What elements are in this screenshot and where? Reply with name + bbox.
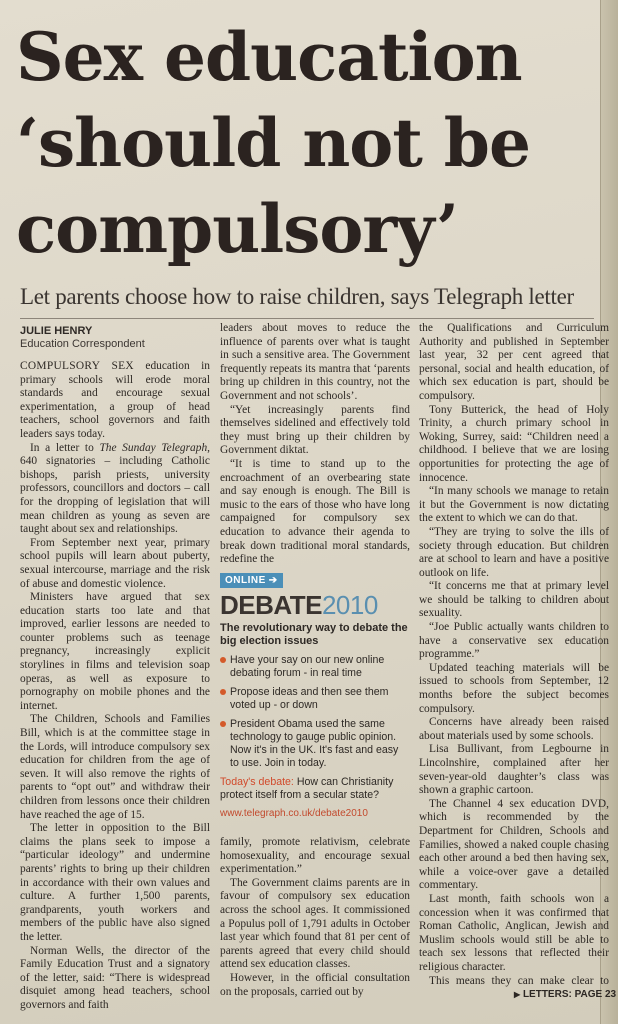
lead-in: COMPULSORY SEX [20, 360, 134, 372]
online-badge-label: ONLINE [225, 575, 266, 586]
paragraph: Updated teaching materials will be issued to schools from September, 12 months before the subject becomes compulsory. [419, 661, 609, 715]
divider-rule [20, 318, 594, 319]
paragraph: “Yet increasingly parents find themselves sidelined and effectively told they must bring up their children by Government diktat. [220, 403, 410, 457]
paragraph: “In many schools we manage to retain it but the Government is now dictating the extent to which we can do that. [419, 485, 609, 525]
publication-title: The Sunday Telegraph [99, 441, 208, 454]
paragraph: From September next year, primary school pupils will learn about puberty, sexual intercourse, marriage and the risk of abuse and domestic violence. [20, 536, 210, 590]
paragraph [20, 442, 210, 537]
paragraph: the Qualifications and Curriculum Authority and published in September last year, 32 per cent agreed that personal, social and health education, of which sex education is part, should be compulsory. [419, 322, 609, 402]
paragraph: “It concerns me that at primary level we should be talking to children about sexuality. [419, 580, 609, 620]
debate-feature-list [220, 654, 410, 770]
paragraph: family, promote relativism, celebrate homosexuality, and encourage sexual experimentation.” [220, 836, 410, 876]
article-column-3 [419, 322, 609, 987]
triangle-right-icon: ▶ [514, 990, 521, 999]
paragraph [20, 360, 210, 442]
paragraph: However, in the official consultation on the proposals, carried out by [220, 971, 410, 998]
debate-logo [220, 590, 410, 621]
debate-tagline: The revolutionary way to debate the big election issues [220, 622, 408, 647]
paragraph: The Children, Schools and Families Bill, which is at the committee stage in the Lords, will introduce compulsory sex education for children from the age of seven. It will also remove the rights of parents to “opt out” and withdraw their children from lessons once their children have reached the age of 15. [20, 713, 210, 821]
todays-debate [220, 776, 410, 802]
byline-name: JULIE HENRY [20, 325, 93, 337]
paragraph: The Channel 4 sex education DVD, which is recommended by the Department for Children, Schools and Families, showed a naked couple chasing each other around a bed then having sex, while a voice-over gave a detailed commentary. [419, 797, 609, 892]
debate-year: 2010 [321, 590, 378, 620]
paragraph-text: In a letter to [30, 441, 100, 454]
list-item: Propose ideas and then see them voted up - or down [220, 686, 410, 712]
headline-line-3: compulsory’ [16, 190, 458, 268]
headline-line-1: Sex education [16, 18, 522, 96]
byline-role: Education Correspondent [20, 338, 145, 350]
headline-line-2: ‘should not be [16, 104, 530, 182]
article-column-2 [220, 322, 410, 572]
todays-debate-label: Today's debate: [220, 776, 294, 788]
debate-word: DEBATE [220, 590, 322, 620]
paragraph: The letter in opposition to the Bill claims the plans seek to impose a “particular ideology” and undermine parents’ rights to bring up their children in accordance with their own values and culture. A further 1,500 parents, grandparents, youth workers and members of the public have also signed the letter. [20, 822, 210, 943]
debate-url[interactable]: www.telegraph.co.uk/debate2010 [220, 808, 368, 819]
arrow-right-icon: ➔ [268, 575, 278, 586]
paragraph: “They are trying to solve the ills of society through education. But children are at school to learn and have a positive outlook on life. [419, 525, 609, 579]
paragraph: The Government claims parents are in favour of compulsory sex education across the school ages. It commissioned a Populus poll of 1,791 adults in October last year which found that 81 per cent of parents agreed that every child should attend sex education classes. [220, 876, 410, 971]
online-debate-promo [220, 570, 410, 830]
letters-page-ref [514, 989, 616, 1000]
letters-page-ref-text: LETTERS: PAGE 23 [522, 989, 617, 1000]
paragraph: Lisa Bullivant, from Legbourne in Lincolnshire, complained after her seven-year-old daughter’s class was shown a graphic cartoon. [419, 743, 609, 797]
article-column-1 [20, 360, 210, 1020]
paragraph: leaders about moves to reduce the influence of parents over what is taught in such a sensitive area. The Government frequently repeats its mantra that ‘parents bring up children in this country, not the Government and not schools’. [220, 322, 410, 402]
paragraph: This means they can make clear to [429, 974, 609, 987]
byline [20, 325, 210, 350]
paragraph: Last month, faith schools won a concession when it was confirmed that Roman Catholic, Anglican, Jewish and Muslim schools would still be able to teach sex lessons that reflected their religious character. [419, 892, 609, 973]
paragraph-text: , 640 signatories – including Catholic bishops, parish priests, university professors, councillors and doctors – call for the dropping of legislation that will mean children as young as seven are taught about sex and relationships. [20, 441, 210, 536]
online-badge [220, 573, 283, 588]
list-item: President Obama used the same technology to gauge public opinion. Now it's in the UK. It's fast and easy to use. Join in today. [220, 718, 410, 770]
standfirst: Let parents choose how to raise children, says Telegraph letter [20, 284, 574, 309]
article-column-2-continued [220, 836, 410, 1021]
paragraph: Norman Wells, the director of the Family Education Trust and a signatory of the letter, said: “There is widespread disquiet among head teachers, school governors and faith [20, 944, 210, 1011]
todays-debate-text: How can Christianity protect itself from a secular state? [220, 776, 394, 801]
paragraph-text: education in primary schools will erode moral standards and encourage sexual experimentation, a group of head teachers, school governors and faith leaders says today. [20, 360, 210, 440]
list-item: Have your say on our new online debating forum - in real time [220, 654, 410, 680]
paragraph: Ministers have argued that sex education starts too late and that improved, earlier lessons are needed to counter problems such as teenage pregnancy, increasingly explicit storylines in films and television soap operas, as well as exposure to pornography on mobile phones and the internet. [20, 591, 210, 712]
paragraph: “It is time to stand up to the encroachment of an overbearing state and say enough is enough. The Bill is music to the ears of those who have long campaigned for compulsory sex education to advance their agenda to break down traditional moral standards, redefine the [220, 457, 410, 566]
headline [16, 14, 596, 272]
paragraph: Tony Butterick, the head of Holy Trinity, a church primary school in Woking, Surrey, said: “Children need a childhood. I believe that we are losing opportunities for protecting the age of innocence. [419, 403, 609, 484]
paragraph: “Joe Public actually wants children to have a conservative sex education programme.” [419, 621, 609, 661]
paragraph: Concerns have already been raised about materials used by some schools. [419, 716, 609, 742]
